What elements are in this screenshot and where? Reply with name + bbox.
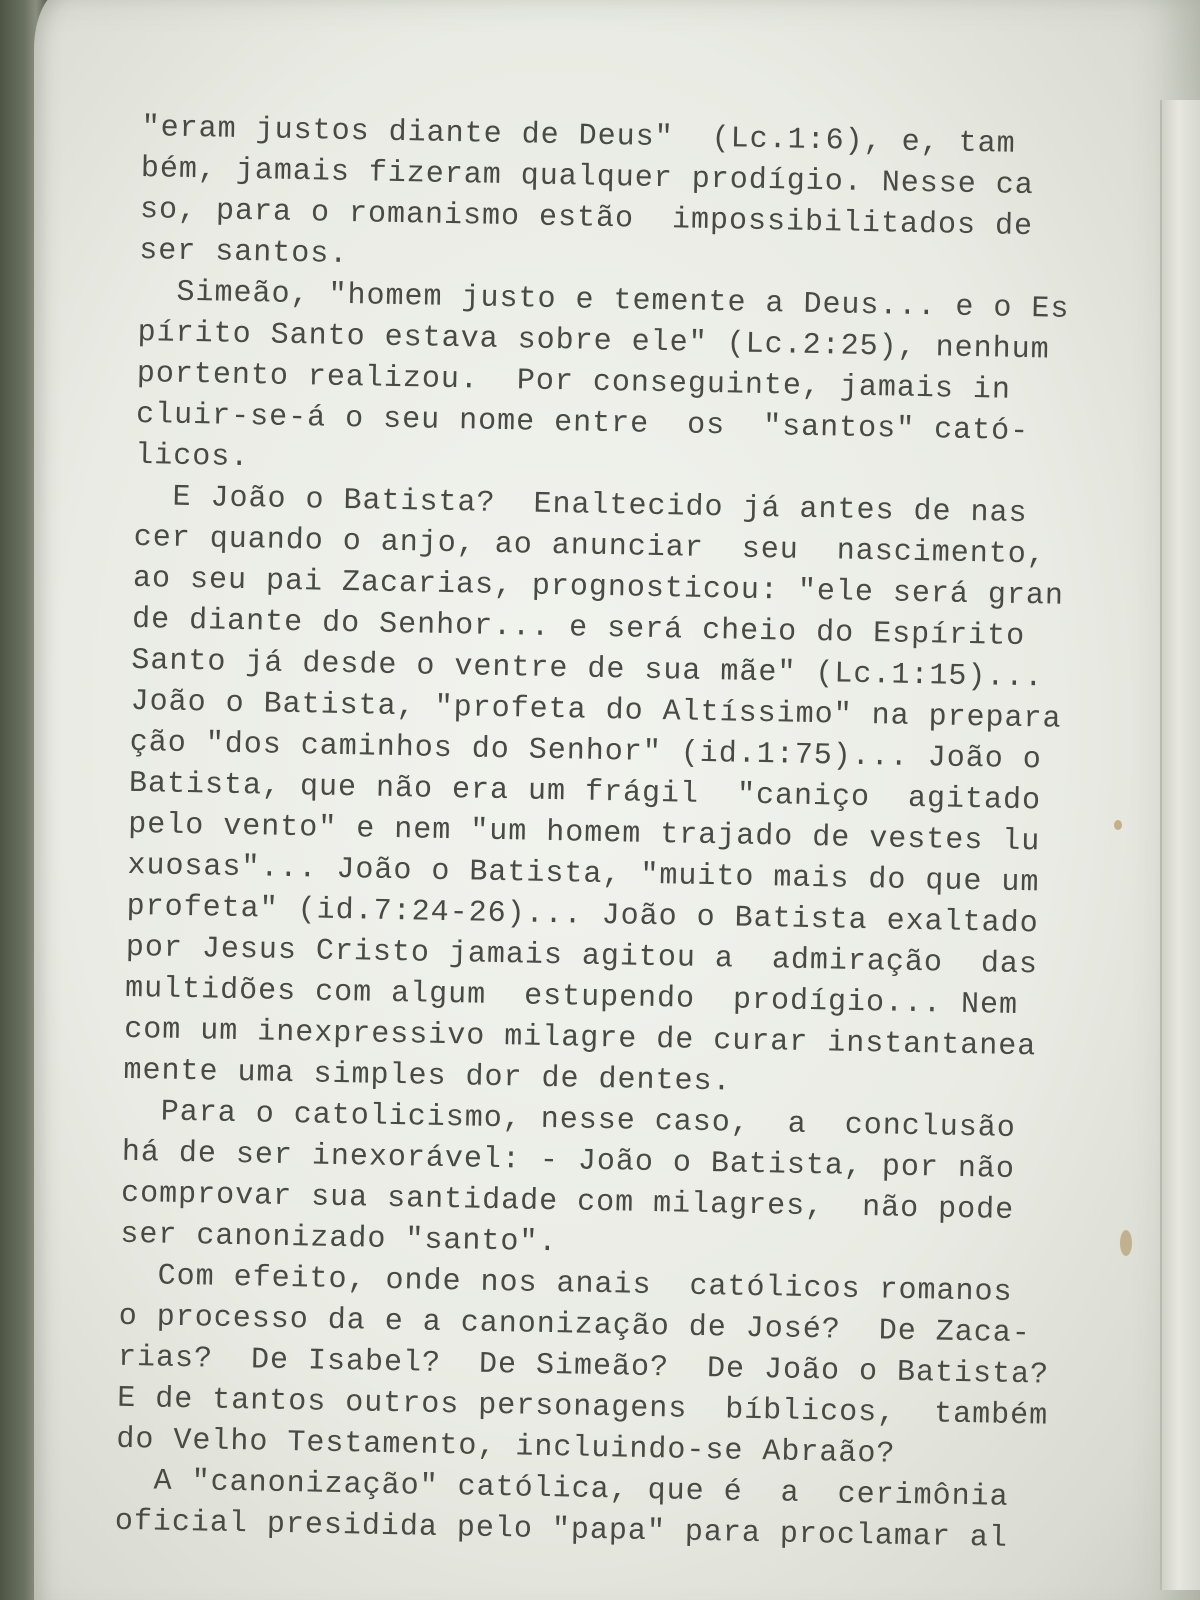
text-line: profeta" (id.7:24-26)... João o Batista exaltado <box>126 889 1039 942</box>
paper-stain <box>1120 1230 1132 1256</box>
text-line: ser santos. <box>138 233 349 272</box>
text-line: E João o Batista? Enaltecido já antes de nas <box>134 479 1028 532</box>
text-line: E de tantos outros personagens bíblicos, também <box>116 1381 1049 1434</box>
paper-stain <box>1114 820 1122 830</box>
text-line: ser canonizado "santo". <box>120 1217 558 1261</box>
text-line: Batista, que não era um frágil "caniço agitado <box>128 766 1042 819</box>
text-line: multidões com algum estupendo prodígio... Nem <box>124 971 1019 1023</box>
text-line: do Velho Testamento, incluindo-se Abraão? <box>116 1422 896 1472</box>
text-line: ao seu pai Zacarias, prognosticou: "ele será gran <box>132 561 1065 614</box>
text-line: comprovar sua santidade com milagres, não pode <box>120 1176 1015 1228</box>
text-line: cluir-se-á o seu nome entre os "santos" cató- <box>135 397 1030 450</box>
text-line: rias? De Isabel? De Simeão? De João o Batista? <box>117 1340 1050 1393</box>
text-line: A "canonização" católica, que é a cerimônia <box>115 1463 1009 1515</box>
text-line: licos. <box>134 438 250 476</box>
text-line: ção "dos caminhos do Senhor" (id.1:75)... João o <box>129 725 1043 778</box>
text-line: há de ser inexorável: - João o Batista, por não <box>121 1135 1016 1187</box>
text-line: cer quando o anjo, ao anunciar seu nascimento, <box>133 520 1047 573</box>
text-line: "eram justos diante de Deus" (Lc.1:6), e, tam <box>141 110 1016 162</box>
text-line: de diante do Senhor... e será cheio do Espírito <box>131 602 1026 655</box>
text-line: com um inexpressivo milagre de curar instantanea <box>123 1012 1037 1065</box>
page-text <box>114 108 1081 1561</box>
text-line: mente uma simples dor de dentes. <box>123 1053 732 1100</box>
text-line: Simeão, "homem justo e temente a Deus... e o Es <box>138 274 1070 327</box>
text-line: por Jesus Cristo jamais agitou a admiração das <box>125 930 1039 983</box>
text-line: portento realizou. Por conseguinte, jamais in <box>136 356 1012 408</box>
text-line: so, para o romanismo estão impossibilitados de <box>139 192 1034 245</box>
adjacent-page-edge <box>1160 100 1200 1590</box>
text-line: pelo vento" e nem "um homem trajado de vestes lu <box>127 807 1041 860</box>
text-line: o processo da e a canonização de José? De Zaca- <box>118 1299 1032 1352</box>
text-line: pírito Santo estava sobre ele" (Lc.2:25), nenhum <box>137 315 1050 368</box>
text-line: bém, jamais fizeram qualquer prodígio. Nesse ca <box>140 151 1035 204</box>
text-line: Santo já desde o ventre de sua mãe" (Lc.1:15)... <box>131 643 1044 696</box>
text-line: Para o catolicismo, nesse caso, a conclusão <box>122 1094 1017 1146</box>
text-line: oficial presidida pelo "papa" para proclamar al <box>114 1504 1009 1556</box>
text-line: Com efeito, onde nos anais católicos romanos <box>119 1258 1013 1310</box>
text-line: xuosas"... João o Batista, "muito mais do que um <box>127 848 1040 901</box>
text-line: João o Batista, "profeta do Altíssimo" na prepara <box>130 684 1062 737</box>
